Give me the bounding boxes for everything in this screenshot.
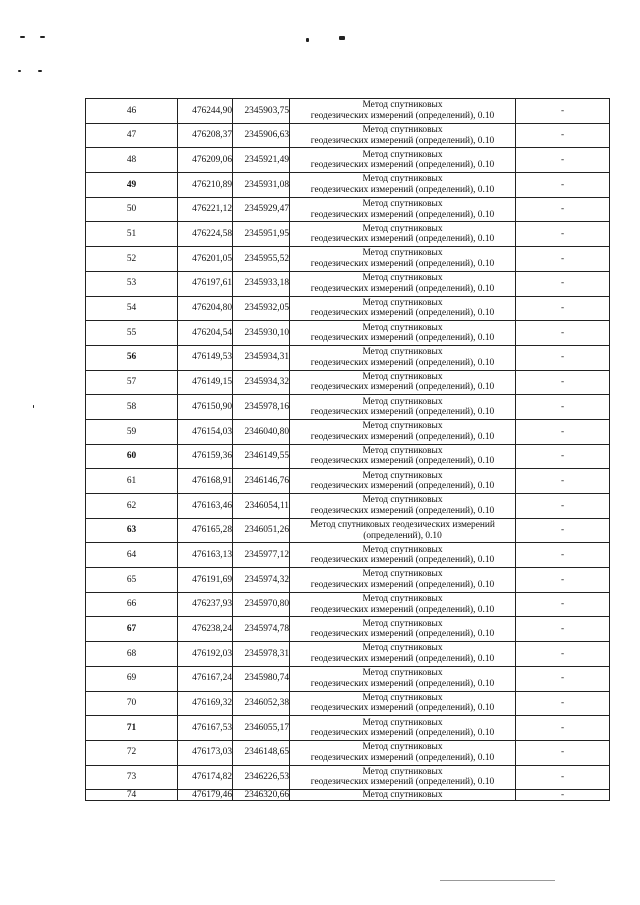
table-row	[86, 691, 610, 716]
y-coordinate: 2345932,05	[233, 296, 290, 321]
table-row	[86, 296, 610, 321]
method-line-1: Метод спутниковых	[362, 594, 443, 605]
method-line-2: геодезических измерений (определений), 0.10	[310, 481, 495, 492]
dash-mark: -	[516, 99, 610, 124]
method-description	[290, 395, 516, 420]
method-description	[290, 642, 516, 667]
method-line-1: Метод спутниковых	[362, 421, 443, 432]
method-description	[290, 247, 516, 272]
method-line-1: Метод спутниковых	[362, 125, 443, 136]
table-row	[86, 469, 610, 494]
y-coordinate: 2345980,74	[233, 666, 290, 691]
method-line-1: Метод спутниковых	[362, 149, 443, 160]
method-line-2: геодезических измерений (определений), 0.10	[310, 110, 495, 121]
coordinates-table-body	[86, 99, 610, 801]
coordinates-table	[85, 98, 610, 801]
table-row	[86, 148, 610, 173]
method-line-2: геодезических измерений (определений), 0.10	[310, 431, 495, 442]
method-line-2: геодезических измерений (определений), 0.10	[310, 703, 495, 714]
point-number: 73	[86, 765, 178, 790]
point-number: 66	[86, 592, 178, 617]
y-coordinate: 2346052,38	[233, 691, 290, 716]
x-coordinate: 476163,46	[178, 494, 233, 519]
method-description	[290, 419, 516, 444]
point-number: 62	[86, 494, 178, 519]
dash-mark: -	[516, 617, 610, 642]
point-number: 54	[86, 296, 178, 321]
dash-mark: -	[516, 716, 610, 741]
table-row	[86, 666, 610, 691]
y-coordinate: 2345929,47	[233, 197, 290, 222]
method-description	[290, 592, 516, 617]
method-description	[290, 765, 516, 790]
table-row	[86, 370, 610, 395]
scan-speck	[38, 70, 42, 72]
method-description	[290, 173, 516, 198]
y-coordinate: 2345934,32	[233, 370, 290, 395]
y-coordinate: 2345978,31	[233, 642, 290, 667]
x-coordinate: 476204,80	[178, 296, 233, 321]
method-line-2: геодезических измерений (определений), 0.10	[310, 160, 495, 171]
point-number: 61	[86, 469, 178, 494]
point-number: 48	[86, 148, 178, 173]
table-row	[86, 419, 610, 444]
method-description: Метод спутниковых	[290, 790, 516, 801]
method-description	[290, 518, 516, 543]
point-number: 71	[86, 716, 178, 741]
method-description	[290, 271, 516, 296]
table-row	[86, 543, 610, 568]
point-number: 49	[86, 173, 178, 198]
method-description	[290, 321, 516, 346]
point-number: 50	[86, 197, 178, 222]
dash-mark: -	[516, 568, 610, 593]
method-line-2: геодезических измерений (определений), 0.10	[310, 382, 495, 393]
x-coordinate: 476210,89	[178, 173, 233, 198]
table-row	[86, 494, 610, 519]
y-coordinate: 2346148,65	[233, 740, 290, 765]
method-line-1: Метод спутниковых	[362, 322, 443, 333]
x-coordinate: 476191,69	[178, 568, 233, 593]
method-line-2: геодезических измерений (определений), 0.10	[310, 555, 495, 566]
y-coordinate: 2345921,49	[233, 148, 290, 173]
table-row	[86, 765, 610, 790]
point-number: 47	[86, 123, 178, 148]
dash-mark: -	[516, 247, 610, 272]
y-coordinate: 2346146,76	[233, 469, 290, 494]
dash-mark: -	[516, 592, 610, 617]
dash-mark: -	[516, 148, 610, 173]
method-line-2: геодезических измерений (определений), 0.10	[310, 752, 495, 763]
table-row	[86, 642, 610, 667]
method-line-1: Метод спутниковых	[362, 618, 443, 629]
table-row	[86, 173, 610, 198]
table-row	[86, 444, 610, 469]
method-line-2: геодезических измерений (определений), 0.10	[310, 604, 495, 615]
point-number: 56	[86, 345, 178, 370]
method-line-2: геодезических измерений (определений), 0.10	[310, 579, 495, 590]
point-number: 68	[86, 642, 178, 667]
y-coordinate: 2346149,55	[233, 444, 290, 469]
y-coordinate: 2345977,12	[233, 543, 290, 568]
table-row	[86, 345, 610, 370]
dash-mark: -	[516, 494, 610, 519]
y-coordinate: 2345903,75	[233, 99, 290, 124]
dash-mark: -	[516, 370, 610, 395]
method-line-2: геодезических измерений (определений), 0.10	[310, 333, 495, 344]
table-row	[86, 395, 610, 420]
method-line-2: геодезических измерений (определений), 0.10	[310, 234, 495, 245]
table-row	[86, 247, 610, 272]
point-number: 74	[86, 790, 178, 801]
point-number: 46	[86, 99, 178, 124]
method-line-1: Метод спутниковых	[362, 273, 443, 284]
method-line-2: геодезических измерений (определений), 0.10	[310, 308, 495, 319]
dash-mark: -	[516, 123, 610, 148]
method-line-2: геодезических измерений (определений), 0.10	[310, 407, 495, 418]
method-line-1: Метод спутниковых	[362, 100, 443, 111]
table-row	[86, 271, 610, 296]
x-coordinate: 476167,24	[178, 666, 233, 691]
method-line-1: Метод спутниковых	[362, 371, 443, 382]
scan-speck	[33, 405, 34, 408]
point-number: 51	[86, 222, 178, 247]
method-description	[290, 666, 516, 691]
x-coordinate: 476204,54	[178, 321, 233, 346]
x-coordinate: 476169,32	[178, 691, 233, 716]
method-line-1: Метод спутниковых	[362, 717, 443, 728]
y-coordinate: 2345931,08	[233, 173, 290, 198]
x-coordinate: 476174,82	[178, 765, 233, 790]
point-number: 64	[86, 543, 178, 568]
method-description	[290, 740, 516, 765]
y-coordinate: 2345906,63	[233, 123, 290, 148]
dash-mark: -	[516, 222, 610, 247]
method-line-1: Метод спутниковых	[362, 174, 443, 185]
method-line-2: геодезических измерений (определений), 0.10	[310, 728, 495, 739]
x-coordinate: 476149,53	[178, 345, 233, 370]
method-line-1: Метод спутниковых	[362, 396, 443, 407]
method-line-1: Метод спутниковых	[362, 668, 443, 679]
x-coordinate: 476163,13	[178, 543, 233, 568]
dash-mark: -	[516, 790, 610, 801]
scan-speck	[339, 36, 345, 40]
x-coordinate: 476224,58	[178, 222, 233, 247]
method-line-2: геодезических измерений (определений), 0.10	[310, 629, 495, 640]
table-row	[86, 568, 610, 593]
y-coordinate: 2345970,80	[233, 592, 290, 617]
y-coordinate: 2345951,95	[233, 222, 290, 247]
x-coordinate: 476150,90	[178, 395, 233, 420]
method-description	[290, 469, 516, 494]
y-coordinate: 2346320,66	[233, 790, 290, 801]
method-description	[290, 543, 516, 568]
method-line-1: Метод спутниковых	[362, 495, 443, 506]
method-line-1: Метод спутниковых	[362, 569, 443, 580]
x-coordinate: 476149,15	[178, 370, 233, 395]
method-line-1: Метод спутниковых	[362, 742, 443, 753]
y-coordinate: 2346040,80	[233, 419, 290, 444]
method-line-1: Метод спутниковых	[362, 297, 443, 308]
dash-mark: -	[516, 296, 610, 321]
table-row	[86, 99, 610, 124]
point-number: 52	[86, 247, 178, 272]
method-line-2: (определений), 0.10	[363, 530, 442, 541]
x-coordinate: 476237,93	[178, 592, 233, 617]
x-coordinate: 476192,03	[178, 642, 233, 667]
method-description	[290, 99, 516, 124]
y-coordinate: 2346055,17	[233, 716, 290, 741]
dash-mark: -	[516, 173, 610, 198]
table-row	[86, 321, 610, 346]
dash-mark: -	[516, 321, 610, 346]
method-description	[290, 222, 516, 247]
point-number: 67	[86, 617, 178, 642]
method-line-1: Метод спутниковых	[362, 643, 443, 654]
y-coordinate: 2345933,18	[233, 271, 290, 296]
table-row	[86, 592, 610, 617]
method-description	[290, 148, 516, 173]
table-row	[86, 716, 610, 741]
dash-mark: -	[516, 395, 610, 420]
method-line-2: геодезических измерений (определений), 0.10	[310, 184, 495, 195]
method-line-2: геодезических измерений (определений), 0.10	[310, 135, 495, 146]
dash-mark: -	[516, 469, 610, 494]
method-line-1: Метод спутниковых	[362, 248, 443, 259]
point-number: 69	[86, 666, 178, 691]
x-coordinate: 476168,91	[178, 469, 233, 494]
x-coordinate: 476208,37	[178, 123, 233, 148]
table-row	[86, 197, 610, 222]
point-number: 72	[86, 740, 178, 765]
method-line-2: геодезических измерений (определений), 0.10	[310, 283, 495, 294]
dash-mark: -	[516, 543, 610, 568]
table-row	[86, 123, 610, 148]
method-line-1: Метод спутниковых	[362, 199, 443, 210]
method-line-1: Метод спутниковых геодезических измерений	[310, 520, 495, 531]
table-row	[86, 222, 610, 247]
dash-mark: -	[516, 345, 610, 370]
y-coordinate: 2345955,52	[233, 247, 290, 272]
method-line-1: Метод спутниковых	[362, 692, 443, 703]
dash-mark: -	[516, 419, 610, 444]
point-number: 59	[86, 419, 178, 444]
dash-mark: -	[516, 765, 610, 790]
method-line-2: геодезических измерений (определений), 0.10	[310, 505, 495, 516]
method-line-1: Метод спутниковых	[362, 223, 443, 234]
method-description	[290, 345, 516, 370]
x-coordinate: 476244,90	[178, 99, 233, 124]
dash-mark: -	[516, 691, 610, 716]
method-description	[290, 296, 516, 321]
method-line-2: геодезических измерений (определений), 0.10	[310, 777, 495, 788]
method-description	[290, 123, 516, 148]
method-description	[290, 494, 516, 519]
dash-mark: -	[516, 740, 610, 765]
x-coordinate: 476167,53	[178, 716, 233, 741]
y-coordinate: 2345934,31	[233, 345, 290, 370]
table-row-last	[86, 790, 610, 801]
x-coordinate: 476221,12	[178, 197, 233, 222]
x-coordinate: 476159,36	[178, 444, 233, 469]
method-line-2: геодезических измерений (определений), 0.10	[310, 258, 495, 269]
scan-speck	[40, 36, 45, 38]
method-description	[290, 617, 516, 642]
table-row	[86, 740, 610, 765]
point-number: 53	[86, 271, 178, 296]
dash-mark: -	[516, 271, 610, 296]
method-line-1: Метод спутниковых	[362, 347, 443, 358]
method-line-2: геодезических измерений (определений), 0.10	[310, 653, 495, 664]
method-description	[290, 370, 516, 395]
method-line-2: геодезических измерений (определений), 0.10	[310, 678, 495, 689]
point-number: 60	[86, 444, 178, 469]
x-coordinate: 476201,05	[178, 247, 233, 272]
x-coordinate: 476197,61	[178, 271, 233, 296]
point-number: 57	[86, 370, 178, 395]
scan-speck	[306, 38, 309, 42]
x-coordinate: 476238,24	[178, 617, 233, 642]
y-coordinate: 2346054,11	[233, 494, 290, 519]
method-line-1: Метод спутниковых	[362, 544, 443, 555]
y-coordinate: 2346051,26	[233, 518, 290, 543]
method-line-1: Метод спутниковых	[362, 470, 443, 481]
dash-mark: -	[516, 444, 610, 469]
point-number: 63	[86, 518, 178, 543]
x-coordinate: 476165,28	[178, 518, 233, 543]
y-coordinate: 2346226,53	[233, 765, 290, 790]
x-coordinate: 476209,06	[178, 148, 233, 173]
point-number: 55	[86, 321, 178, 346]
method-line-2: геодезических измерений (определений), 0.10	[310, 357, 495, 368]
point-number: 70	[86, 691, 178, 716]
y-coordinate: 2345978,16	[233, 395, 290, 420]
method-description	[290, 444, 516, 469]
x-coordinate: 476173,03	[178, 740, 233, 765]
point-number: 65	[86, 568, 178, 593]
method-line-1: Метод спутниковых	[362, 766, 443, 777]
scan-speck	[20, 36, 25, 38]
y-coordinate: 2345974,78	[233, 617, 290, 642]
method-line-1: Метод спутниковых	[362, 445, 443, 456]
method-description	[290, 568, 516, 593]
dash-mark: -	[516, 197, 610, 222]
method-description	[290, 716, 516, 741]
method-description	[290, 197, 516, 222]
scan-speck	[18, 70, 21, 72]
x-coordinate: 476154,03	[178, 419, 233, 444]
dash-mark: -	[516, 666, 610, 691]
method-line-2: геодезических измерений (определений), 0.10	[310, 209, 495, 220]
dash-mark: -	[516, 518, 610, 543]
method-description	[290, 691, 516, 716]
table-row	[86, 617, 610, 642]
y-coordinate: 2345974,32	[233, 568, 290, 593]
x-coordinate: 476179,46	[178, 790, 233, 801]
point-number: 58	[86, 395, 178, 420]
table-row	[86, 518, 610, 543]
footer-rule	[440, 880, 555, 881]
method-line-2: геодезических измерений (определений), 0.10	[310, 456, 495, 467]
y-coordinate: 2345930,10	[233, 321, 290, 346]
dash-mark: -	[516, 642, 610, 667]
